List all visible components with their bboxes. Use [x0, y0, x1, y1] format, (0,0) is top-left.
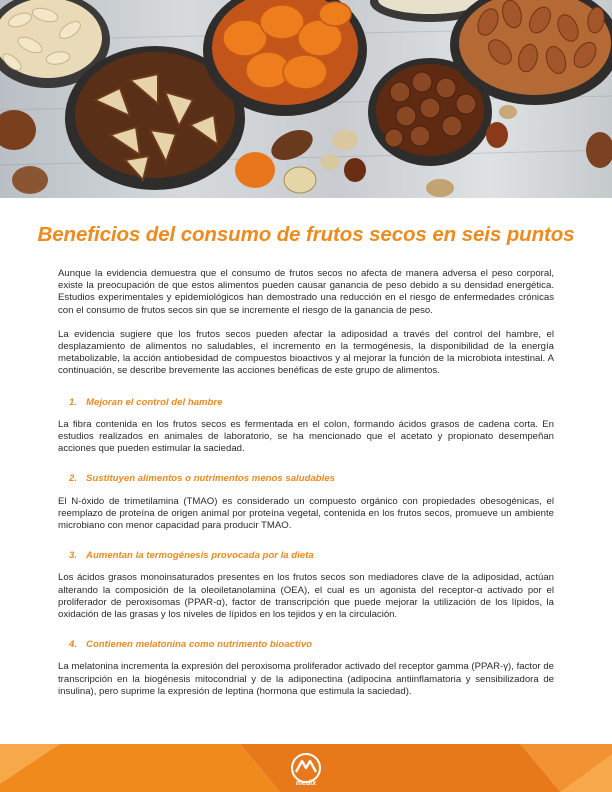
section-heading [69, 639, 554, 651]
section-title: Mejoran el control del hambre [86, 396, 223, 408]
section-paragraph: La melatonina incrementa la expresión del peroxisoma proliferador activado del receptor gamma (PPAR-γ), factor de transcripción en la biogénesis mitocondrial y de la adiponectina (adipocina antiinflamatoria y sensibilizadora de insulina), pero suprime la expresión de leptina (hormona que estimula la saciedad). [58, 661, 554, 697]
section-number: 4. [69, 639, 78, 651]
section-number: 3. [69, 550, 78, 562]
section-number: 1. [69, 396, 78, 408]
medix-logo [284, 752, 328, 786]
intro-paragraph: La evidencia sugiere que los frutos secos pueden afectar la adiposidad a través del control del hambre, el desplazamiento de alimentos no saludables, el incremento en la termogénesis, la disponibilidad de la energía metabolizable, la acción antiobesidad de compuestos bioactivos y al mejorar la función de la microbiota intestinal. A continuación, se describe brevemente las acciones benéficas de este grupo de alimentos. [58, 328, 554, 377]
article-body [58, 268, 554, 698]
intro-paragraph: Aunque la evidencia demuestra que el consumo de frutos secos no afecta de manera adversa el peso corporal, existe la preocupación de que estos alimentos pueden causar ganancia de peso debido a su densidad energética. Estudios experimentales y epidemiológicos han demostrado una reducción en el riesgo de enfermedades crónicas con el consumo de frutos secos sin que se incremente el riesgo de la ganancia de peso. [58, 268, 554, 316]
hero-photo [0, 0, 612, 198]
section-paragraph: Los ácidos grasos monoinsaturados presentes en los frutos secos son mediadores clave de la adiposidad, actúan alterando la composición de la oleoiletanolamina (OEA), el cual es un agonista del receptor-α activado por el proliferador de peroxisomas (PPAR-α), factor de transcripción que puede mejorar la utilización de los lípidos, la oxidación de las grasas y los niveles de lípidos en los tejidos y en la circulación. [58, 572, 554, 621]
section-title: Contienen melatonina como nutrimento bioactivo [86, 639, 313, 651]
section-title: Aumentan la termogénesis provocada por la dieta [86, 550, 314, 562]
logo-text: medix [295, 780, 317, 786]
section-title: Sustituyen alimentos o nutrimentos menos saludables [86, 473, 335, 485]
section-heading [69, 397, 554, 409]
section-paragraph: El N-óxido de trimetilamina (TMAO) es considerado un compuesto orgánico con propiedades obesogénicas, el reemplazo de proteína de origen animal por proteína vegetal, contenida en los frutos secos, promueve un ambiente microbiano con menor capacidad para producir TMAO. [58, 495, 554, 532]
section-number: 2. [69, 473, 78, 485]
nuts-illustration [0, 0, 612, 198]
section-paragraph: La fibra contenida en los frutos secos es fermentada en el colon, formando ácidos grasos de cadena corta. En estudios realizados en animales de laboratorio, se ha mencionado que el acetato y propionato desempeñan acciones que pueden estimular la saciedad. [58, 418, 554, 455]
logo-mark [284, 752, 328, 786]
section-heading [69, 473, 554, 485]
page-title: Beneficios del consumo de frutos secos en seis puntos [37, 223, 575, 246]
section-heading [69, 550, 554, 562]
